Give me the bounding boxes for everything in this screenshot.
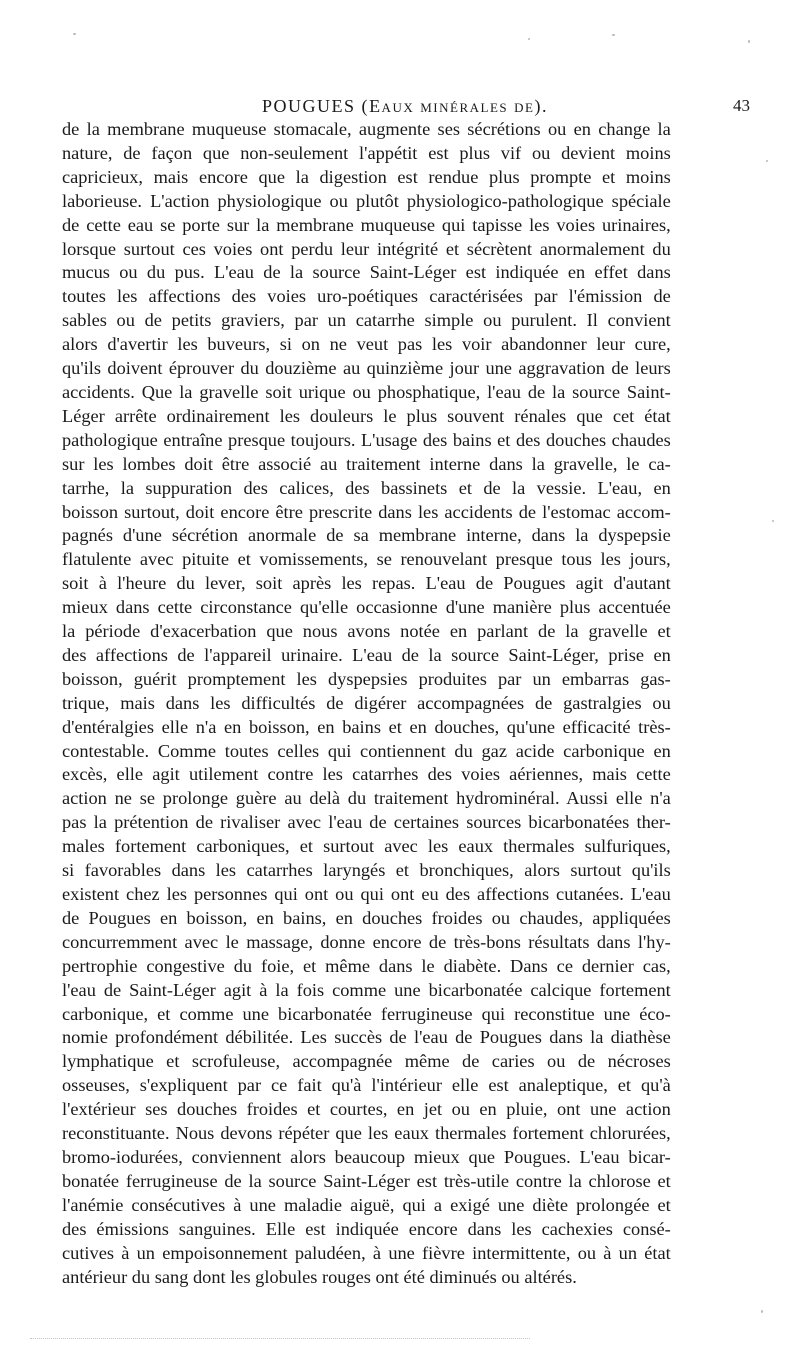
running-head xyxy=(60,92,750,120)
text-line: existent chez les personnes qui ont ou qui ont eu des affections cutanées. L'eau xyxy=(62,884,671,904)
paper-speck xyxy=(761,1310,763,1313)
running-title xyxy=(60,92,750,120)
text-line: lymphatique et scrofuleuse, accompagnée même de caries ou de nécroses xyxy=(62,1051,671,1072)
text-line: sur les lombes doit être associé au traitement interne dans la gravelle, le ca- xyxy=(62,453,671,474)
paper-speck xyxy=(73,33,76,35)
paper-speck xyxy=(766,160,768,162)
text-line: nomie profondément débilitée. Les succès de l'eau de Pougues dans la diathèse xyxy=(62,1027,671,1048)
text-line: capricieux, mais encore que la digestion est rendue plus prompte et moins xyxy=(62,166,671,187)
text-line: flatulente avec pituite et vomissements, se renouvelant presque tous les jours, xyxy=(62,549,671,570)
text-line: pagnés d'une sécrétion anormale de sa membrane interne, dans la dyspepsie xyxy=(62,525,671,546)
text-line: l'eau de Saint-Léger agit à la fois comme une bicarbonatée calcique fortement xyxy=(62,979,671,1000)
text-line: Léger arrête ordinairement les douleurs le plus souvent rénales que cet état xyxy=(62,405,671,426)
text-line: trique, mais dans les difficultés de digérer accompagnées de gastralgies ou xyxy=(62,692,671,713)
text-line: la période d'exacerbation que nous avons notée en parlant de la gravelle et xyxy=(62,621,671,642)
text-line: nature, de façon que non-seulement l'appétit est plus vif ou devient moins xyxy=(62,142,671,163)
text-line: si favorables dans les catarrhes laryngés et bronchiques, alors surtout qu'ils xyxy=(62,860,671,881)
text-line: carbonique, et comme une bicarbonatée ferrugineuse qui reconstitue une éco- xyxy=(62,1003,671,1024)
paper-speck xyxy=(528,38,530,40)
text-line: reconstituante. Nous devons répéter que les eaux thermales fortement chlorurées, xyxy=(62,1123,671,1144)
text-line: soit à l'heure du lever, soit après les repas. L'eau de Pougues agit d'autant xyxy=(62,573,671,594)
text-line: cutives à un empoisonnement paludéen, à une fièvre intermittente, ou à un état xyxy=(62,1242,671,1263)
body-text xyxy=(62,118,671,1289)
paper-speck xyxy=(612,34,615,36)
running-title-close: ). xyxy=(534,96,548,116)
text-line: bromo-iodurées, conviennent alors beaucoup mieux que Pougues. L'eau bicar- xyxy=(62,1146,671,1167)
text-line: pas la prétention de rivaliser avec l'eau de certaines sources bicarbonatées ther- xyxy=(62,812,671,833)
text-line: osseuses, s'expliquent par ce fait qu'à l'intérieur elle est analeptique, et qu'à xyxy=(62,1075,671,1096)
text-line: l'anémie consécutives à une maladie aiguë, qui a exigé une diète prolongée et xyxy=(62,1194,671,1215)
text-line: lorsque surtout ces voies ont perdu leur intégrité et sécrètent anormalement du xyxy=(62,238,671,259)
bottom-edge-marks xyxy=(30,1338,530,1340)
text-line: qu'ils doivent éprouver du douzième au quinzième jour une aggravation de leurs xyxy=(62,358,671,379)
text-line: antérieur du sang dont les globules rouges ont été diminués ou altérés. xyxy=(62,1266,577,1287)
text-line: de la membrane muqueuse stomacale, augmente ses sécrétions ou en change la xyxy=(62,119,671,139)
text-line: sables ou de petits graviers, par un catarrhe simple ou purulent. Il convient xyxy=(62,310,671,331)
text-line: des émissions sanguines. Elle est indiquée encore dans les cachexies consé- xyxy=(62,1218,671,1239)
running-title-small-caps: Eaux minérales de xyxy=(369,96,535,116)
text-line: de cette eau se porte sur la membrane muqueuse qui tapisse les voies urinaires, xyxy=(62,214,671,235)
text-line: contestable. Comme toutes celles qui contiennent du gaz acide carbonique en xyxy=(62,740,671,761)
text-line: action ne se prolonge guère au delà du traitement hydrominéral. Aussi elle n'a xyxy=(62,788,671,809)
text-line: laborieuse. L'action physiologique ou plutôt physiologico-pathologique spéciale xyxy=(62,190,671,211)
text-line: alors d'avertir les buveurs, si on ne veut pas les voir abandonner leur cure, xyxy=(62,334,671,355)
text-line: tarrhe, la suppuration des calices, des bassinets et de la vessie. L'eau, en xyxy=(62,477,671,498)
text-line: boisson, guérit promptement les dyspepsies produites par un embarras gas- xyxy=(62,668,671,689)
running-title-main: POUGUES ( xyxy=(262,96,370,116)
text-line: pertrophie congestive du foie, et même dans le diabète. Dans ce dernier cas, xyxy=(62,955,671,976)
paper-speck xyxy=(748,40,750,43)
text-line: mucus ou du pus. L'eau de la source Saint-Léger est indiquée en effet dans xyxy=(62,262,671,283)
text-line: concurremment avec le massage, donne encore de très-bons résultats dans l'hy- xyxy=(62,931,671,952)
text-line: de Pougues en boisson, en bains, en douches froides ou chaudes, appliquées xyxy=(62,907,671,928)
text-line: l'extérieur ses douches froides et courtes, en jet ou en pluie, ont une action xyxy=(62,1099,671,1120)
text-line: males fortement carboniques, et surtout avec les eaux thermales sulfuriques, xyxy=(62,836,671,857)
text-line: pathologique entraîne presque toujours. L'usage des bains et des douches chaudes xyxy=(62,429,671,450)
text-line: bonatée ferrugineuse de la source Saint-Léger est très-utile contre la chlorose et xyxy=(62,1170,671,1191)
page-number: 43 xyxy=(733,96,750,115)
text-line: des affections de l'appareil urinaire. L'eau de la source Saint-Léger, prise en xyxy=(62,644,671,665)
paper-speck xyxy=(772,520,774,522)
text-line: mieux dans cette circonstance qu'elle occasionne d'une manière plus accentuée xyxy=(62,597,671,618)
text-line: d'entéralgies elle n'a en boisson, en bains et en douches, qu'une efficacité très- xyxy=(62,716,671,737)
text-line: boisson surtout, doit encore être prescrite dans les accidents de l'estomac accom- xyxy=(62,501,671,522)
text-line: accidents. Que la gravelle soit urique ou phosphatique, l'eau de la source Saint- xyxy=(62,381,671,402)
text-line: toutes les affections des voies uro-poétiques caractérisées par l'émission de xyxy=(62,286,671,307)
text-line: excès, elle agit utilement contre les catarrhes des voies aériennes, mais cette xyxy=(62,764,671,785)
